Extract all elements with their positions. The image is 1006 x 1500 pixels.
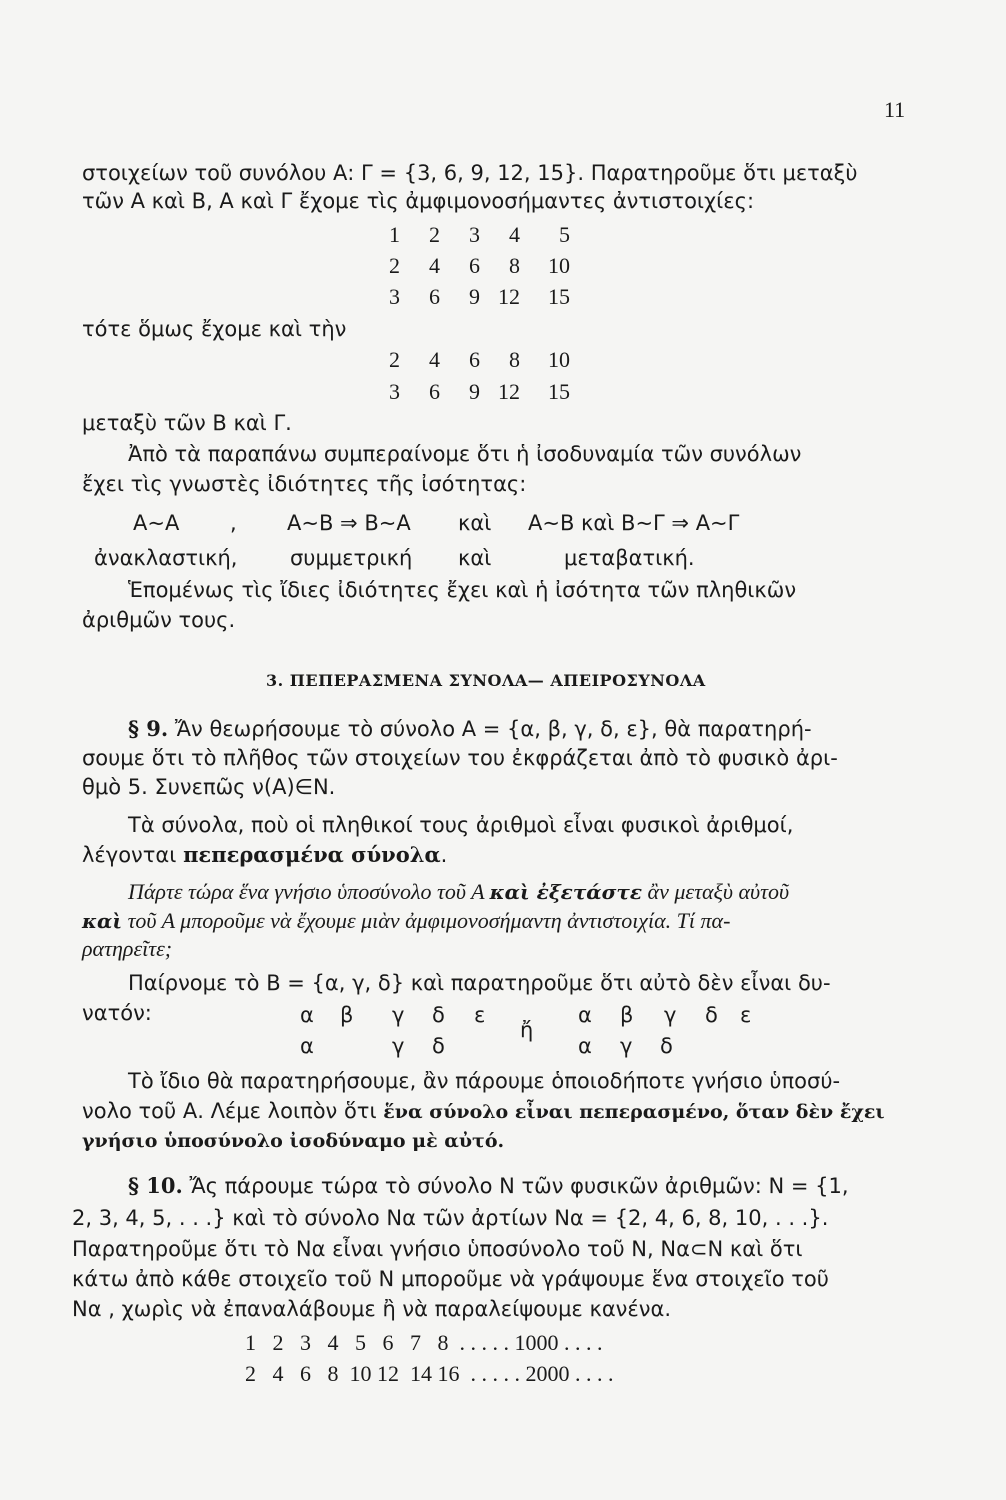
bold-italic-span: καὶ <box>82 909 123 933</box>
table-cell: 8 <box>509 253 520 278</box>
bold-statement: γνήσιο ὑποσύνολο ἰσοδύναμο μὲ αὐτό. <box>82 1130 505 1152</box>
map-letter: α <box>300 1034 314 1058</box>
table-cell: 2 <box>389 347 400 372</box>
text-span: Πάρτε τώρα ἕνα γνήσιο ὑποσύνολο τοῦ Α <box>128 879 490 904</box>
text-span: Ἄς πάρουμε τώρα τὸ σύνολο Ν τῶν φυσικῶν ἀριθμῶν: Ν = {1, <box>182 1174 849 1198</box>
text-line: 2, 3, 4, 5, . . .} καὶ τὸ σύνολο Να τῶν ἀρτίων Να = {2, 4, 6, 8, 10, . . .}. <box>72 1206 829 1230</box>
text-line: ἔχει τὶς γνωστὲς ἰδιότητες τῆς ἰσότητας: <box>82 472 527 496</box>
symmetric-expression: Α∼Β ⇒ Β∼Α <box>287 511 411 535</box>
table-cell: 15 <box>548 284 570 309</box>
paragraph-line <box>82 1098 885 1125</box>
map-letter: γ <box>664 1003 677 1027</box>
bold-italic-span: καὶ ἐξετάστε <box>489 880 643 904</box>
text-span: . <box>440 843 448 867</box>
table-cell: 4 <box>509 222 520 247</box>
reflexive-expression: Α∼Α <box>133 511 180 535</box>
page-number: 11 <box>884 97 906 122</box>
text-line: στοιχείων τοῦ συνόλου Α: Γ = {3, 6, 9, 12, 15}. Παρατηροῦμε ὅτι μεταξὺ <box>82 161 858 185</box>
table-cell: 6 <box>429 379 440 404</box>
table-cell: 8 <box>509 347 520 372</box>
table-cell: 3 <box>469 222 480 247</box>
natural-numbers-row: 1 2 3 4 5 6 7 8 . . . . . 1000 . . . . <box>245 1330 603 1355</box>
text-line: τῶν Α καὶ Β, Α καὶ Γ ἔχομε τὶς ἀμφιμονοσήμαντες ἀντιστοιχίες: <box>82 189 755 213</box>
text-line: τότε ὅμως ἔχομε καὶ τὴν <box>82 317 347 341</box>
table-cell: 1 <box>389 222 400 247</box>
table-cell: 5 <box>559 222 570 247</box>
paragraph-line <box>82 842 447 868</box>
symmetric-label: συμμετρική <box>290 546 413 570</box>
transitive-label: μεταβατική. <box>564 546 695 570</box>
table-cell: 4 <box>429 347 440 372</box>
table-cell: 3 <box>389 284 400 309</box>
italic-line: ρατηρεῖτε; <box>82 936 173 961</box>
table-cell: 6 <box>469 253 480 278</box>
text-line: σουμε ὅτι τὸ πλῆθος τῶν στοιχείων του ἐκφράζεται ἀπὸ τὸ φυσικὸ ἀρι- <box>82 746 838 770</box>
text-span: νολο τοῦ Α. Λέμε λοιπὸν ὅτι <box>82 1099 384 1123</box>
and-word: καὶ <box>458 546 492 570</box>
text-line: Παρατηροῦμε ὅτι τὸ Να εἶναι γνήσιο ὑποσύνολο τοῦ Ν, Να⊂Ν καὶ ὅτι <box>72 1237 803 1261</box>
paragraph-line <box>128 1173 849 1199</box>
text-span: τοῦ Α μποροῦμε νὰ ἔχουμε μιὰν ἀμφιμονοσήμαντη ἀντιστοιχία. Τί πα- <box>122 908 731 933</box>
table-cell: 2 <box>429 222 440 247</box>
text-line: Τὸ ἴδιο θὰ παρατηρήσουμε, ἂν πάρουμε ὁποιοδήποτε γνήσιο ὑποσύ- <box>128 1069 841 1093</box>
section-heading: 3. ΠΕΠΕΡΑΣΜΕΝΑ ΣΥΝΟΛΑ— ΑΠΕΙΡΟΣΥΝΟΛΑ <box>266 671 706 690</box>
table-cell: 3 <box>389 379 400 404</box>
even-numbers-row: 2 4 6 8 10 12 14 16 . . . . . 2000 . . . . <box>245 1361 614 1386</box>
text-line: μεταξὺ τῶν Β καὶ Γ. <box>82 411 292 435</box>
table-cell: 10 <box>548 347 570 372</box>
reflexive-label: ἀνακλαστική, <box>94 546 238 570</box>
italic-line <box>82 908 730 934</box>
or-label: ἤ <box>520 1018 534 1042</box>
text-line: Ἀπὸ τὰ παραπάνω συμπεραίνομε ὅτι ἡ ἰσοδυναμία τῶν συνόλων <box>128 442 802 466</box>
table-cell: 9 <box>469 379 480 404</box>
map-letter: β <box>340 1003 354 1027</box>
table-cell: 6 <box>429 284 440 309</box>
table-cell: 2 <box>389 253 400 278</box>
text-span: ἂν μεταξὺ αὐτοῦ <box>642 879 790 904</box>
map-letter: β <box>620 1003 634 1027</box>
italic-line <box>128 879 789 905</box>
map-letter: α <box>300 1003 314 1027</box>
map-letter: α <box>578 1003 592 1027</box>
comma: , <box>230 511 237 535</box>
table-cell: 12 <box>498 284 520 309</box>
map-letter: α <box>578 1034 592 1058</box>
bold-statement: ἕνα σύνολο εἶναι πεπερασμένο, ὅταν δὲν ἔχει <box>383 1101 885 1123</box>
map-letter: δ <box>660 1034 673 1058</box>
paragraph-line <box>128 716 812 742</box>
text-line: θμὸ 5. Συνεπῶς ν(Α)∈Ν. <box>82 775 336 799</box>
map-letter: γ <box>392 1003 405 1027</box>
table-cell: 15 <box>548 379 570 404</box>
map-letter: ε <box>740 1003 752 1027</box>
bold-term: πεπερασμένα σύνολα <box>183 842 441 867</box>
section-mark: § 10. <box>128 1173 183 1198</box>
text-span: Ἄν θεωρήσουμε τὸ σύνολο Α = {α, β, γ, δ, ε}, θὰ παρατηρή- <box>168 717 812 741</box>
map-letter: δ <box>432 1034 445 1058</box>
map-letter: γ <box>392 1034 405 1058</box>
text-line: Παίρνομε τὸ Β = {α, γ, δ} καὶ παρατηροῦμε ὅτι αὐτὸ δὲν εἶναι δυ- <box>128 971 831 995</box>
text-line: ἀριθμῶν τους. <box>82 608 236 632</box>
text-line: Τὰ σύνολα, ποὺ οἱ πληθικοί τους ἀριθμοὶ εἶναι φυσικοὶ ἀριθμοί, <box>128 813 794 837</box>
text-line: Ἑπομένως τὶς ἴδιες ἰδιότητες ἔχει καὶ ἡ ἰσότητα τῶν πληθικῶν <box>128 578 797 602</box>
section-mark: § 9. <box>128 716 169 741</box>
text-line: νατόν: <box>82 1001 152 1025</box>
table-cell: 12 <box>498 379 520 404</box>
transitive-expression: Α∼Β καὶ Β∼Γ ⇒ Α∼Γ <box>528 511 740 535</box>
text-line: κάτω ἀπὸ κάθε στοιχεῖο τοῦ Ν μποροῦμε νὰ γράψουμε ἕνα στοιχεῖο τοῦ <box>72 1267 829 1291</box>
text-line: Να , χωρὶς νὰ ἐπαναλάβουμε ἢ νὰ παραλείψουμε κανένα. <box>72 1297 672 1321</box>
table-cell: 10 <box>548 253 570 278</box>
table-cell: 6 <box>469 347 480 372</box>
map-letter: γ <box>620 1034 633 1058</box>
map-letter: δ <box>705 1003 718 1027</box>
and-word: καὶ <box>458 511 492 535</box>
map-letter: δ <box>432 1003 445 1027</box>
map-letter: ε <box>474 1003 486 1027</box>
text-span: λέγονται <box>82 843 184 867</box>
table-cell: 9 <box>469 284 480 309</box>
table-cell: 4 <box>429 253 440 278</box>
